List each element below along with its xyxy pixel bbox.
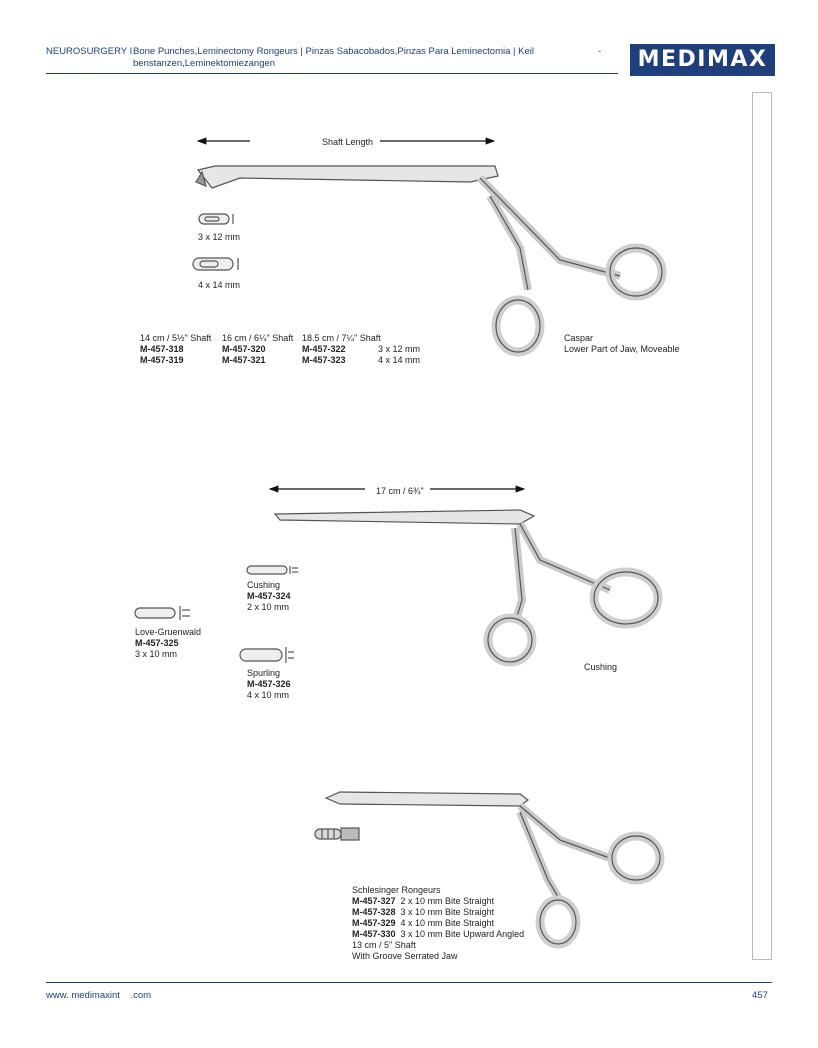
caspar-description: Lower Part of Jaw, Moveable xyxy=(564,344,680,354)
shaft-length-label: Shaft Length xyxy=(322,137,374,147)
page-title: Bone Punches,Leminectomy Rongeurs | Pinzas Sabacobados,Pinzas Para Leminectomia | Keil benstanzen,Leminektomiezangen xyxy=(133,46,534,69)
cushing-tip-size: 2 x 10 mm xyxy=(247,602,290,612)
caspar-col-header-1: 14 cm / 5½" Shaft xyxy=(140,333,212,343)
footer-rule xyxy=(46,982,772,983)
schlesinger-item: M-457-330 3 x 10 mm Bite Upward Angled xyxy=(352,929,525,939)
caspar-size: 3 x 12 mm xyxy=(378,344,421,354)
love-gruenwald-code: M-457-325 xyxy=(135,638,179,648)
caspar-code: M-457-320 xyxy=(222,344,266,354)
page-number: 457 xyxy=(752,990,768,1001)
measurement-ruler xyxy=(752,92,772,960)
schlesinger-item: M-457-327 2 x 10 mm Bite Straight xyxy=(352,896,495,906)
cushing-rongeur-drawing xyxy=(135,489,658,663)
schlesinger-shaft: 13 cm / 5" Shaft xyxy=(352,940,416,950)
caspar-code: M-457-323 xyxy=(302,355,346,365)
spurling-name: Spurling xyxy=(247,668,281,678)
schlesinger-item: M-457-328 3 x 10 mm Bite Straight xyxy=(352,907,495,917)
schlesinger-title: Schlesinger Rongeurs xyxy=(352,885,441,895)
medimax-logo: MEDIMAX xyxy=(630,44,775,76)
header-dash: - xyxy=(598,46,602,57)
section-label: NEUROSURGERY I xyxy=(46,46,133,57)
caspar-col-header-3: 18.5 cm / 7¼" Shaft xyxy=(302,333,381,343)
spurling-size: 4 x 10 mm xyxy=(247,690,290,700)
schlesinger-item: M-457-329 4 x 10 mm Bite Straight xyxy=(352,918,495,928)
caspar-col-header-2: 16 cm / 6¼" Shaft xyxy=(222,333,294,343)
cushing-length-label: 17 cm / 6¾" xyxy=(376,486,424,496)
caspar-tip-size-2: 4 x 14 mm xyxy=(198,280,241,290)
spurling-code: M-457-326 xyxy=(247,679,291,689)
schlesinger-jaw: With Groove Serrated Jaw xyxy=(352,951,458,961)
caspar-code: M-457-318 xyxy=(140,344,184,354)
caspar-code: M-457-321 xyxy=(222,355,266,365)
caspar-code: M-457-319 xyxy=(140,355,184,365)
love-gruenwald-name: Love-Gruenwald xyxy=(135,627,202,637)
footer-url: www. medimaxint .com xyxy=(46,990,152,1001)
caspar-name: Caspar xyxy=(564,333,594,343)
cushing-tip-name: Cushing xyxy=(247,580,281,590)
cushing-tip-code: M-457-324 xyxy=(247,591,291,601)
love-gruenwald-size: 3 x 10 mm xyxy=(135,649,178,659)
cushing-label: Cushing xyxy=(584,662,618,672)
caspar-tip-size-1: 3 x 12 mm xyxy=(198,232,241,242)
caspar-code: M-457-322 xyxy=(302,344,346,354)
caspar-size: 4 x 14 mm xyxy=(378,355,421,365)
caspar-rongeur-drawing xyxy=(193,141,662,352)
